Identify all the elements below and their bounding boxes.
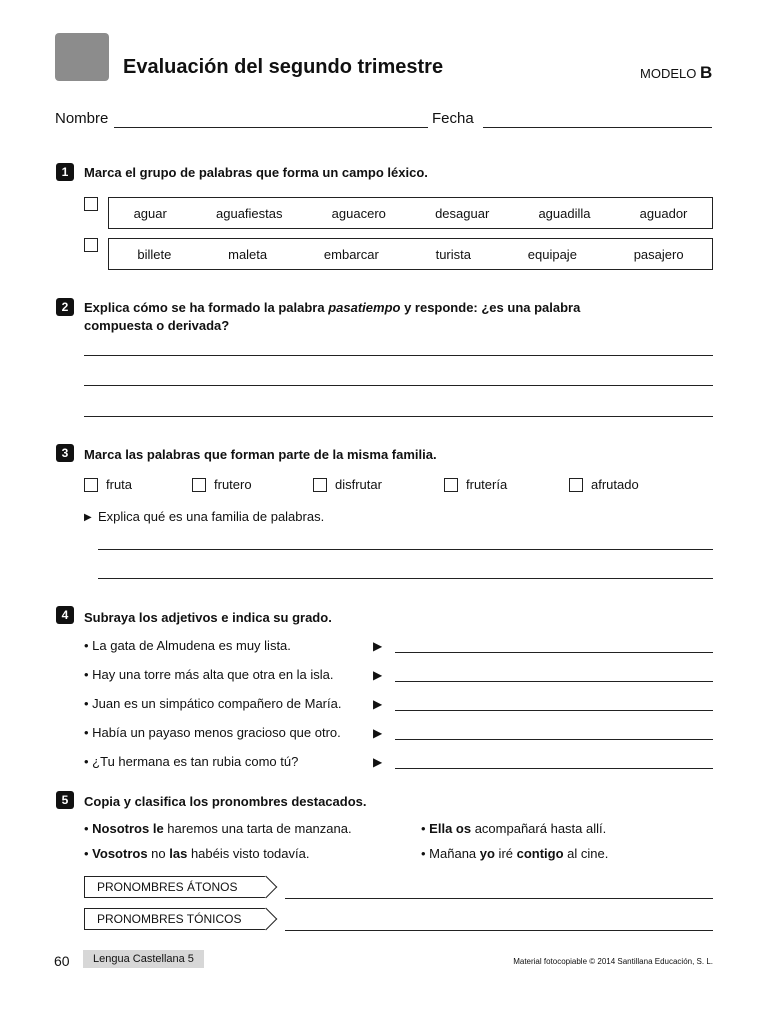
word: aguador bbox=[639, 205, 688, 221]
q3-option-frutero[interactable] bbox=[192, 477, 252, 492]
question-number-1: 1 bbox=[56, 163, 74, 181]
highlight: yo bbox=[479, 846, 495, 861]
triangle-arrow-icon: ▶ bbox=[373, 755, 383, 769]
text: no bbox=[147, 846, 170, 861]
checkbox[interactable] bbox=[84, 478, 98, 492]
highlight: contigo bbox=[516, 846, 564, 861]
answer-line[interactable] bbox=[98, 549, 713, 550]
question-5-text: Copia y clasifica los pronombres destacados. bbox=[84, 794, 367, 809]
checkbox[interactable] bbox=[569, 478, 583, 492]
bullet: • bbox=[421, 821, 430, 836]
arrow-bullet-icon: ▶ bbox=[84, 512, 92, 523]
q3-option-afrutado[interactable] bbox=[569, 477, 639, 492]
word: turista bbox=[435, 246, 471, 262]
q4-item: • Había un payaso menos gracioso que otro. bbox=[84, 725, 341, 740]
word: equipaje bbox=[527, 246, 577, 262]
word: billete bbox=[137, 246, 172, 262]
answer-line[interactable] bbox=[98, 578, 713, 579]
q4-item: • ¿Tu hermana es tan rubia como tú? bbox=[84, 754, 299, 769]
text: iré bbox=[494, 846, 517, 861]
checkbox[interactable] bbox=[192, 478, 206, 492]
text: Mañana bbox=[429, 846, 480, 861]
option-label: fruta bbox=[106, 477, 133, 492]
copyright-notice: Material fotocopiable © 2014 Santillana Educación, S. L. bbox=[513, 957, 713, 966]
question-4-text: Subraya los adjetivos e indica su grado. bbox=[84, 610, 332, 625]
highlight: Ella os bbox=[429, 821, 472, 836]
q3-option-fruta[interactable] bbox=[84, 477, 132, 492]
highlight: Vosotros bbox=[92, 846, 148, 861]
q3-option-fruteria[interactable] bbox=[444, 477, 507, 492]
q5-sentence-4 bbox=[421, 846, 608, 861]
q5-sentence-1 bbox=[84, 821, 352, 836]
q5-sentence-3 bbox=[421, 821, 606, 836]
fecha-label: Fecha bbox=[432, 110, 474, 127]
answer-line[interactable] bbox=[395, 768, 713, 769]
answer-line[interactable] bbox=[395, 681, 713, 682]
question-number-5: 5 bbox=[56, 791, 74, 809]
q2-text-after: y responde: ¿es una palabra bbox=[400, 300, 581, 315]
q1-word-box-2 bbox=[108, 238, 713, 270]
option-label: afrutado bbox=[591, 477, 639, 492]
word: maleta bbox=[228, 246, 268, 262]
tag-pronombres-tonicos: PRONOMBRES TÓNICOS bbox=[84, 908, 266, 930]
nombre-line[interactable] bbox=[114, 127, 428, 128]
question-number-3: 3 bbox=[56, 444, 74, 462]
triangle-arrow-icon: ▶ bbox=[373, 697, 383, 711]
modelo-letter: B bbox=[699, 63, 713, 82]
q3-option-disfrutar[interactable] bbox=[313, 477, 382, 492]
triangle-arrow-icon: ▶ bbox=[373, 726, 383, 740]
question-1-text: Marca el grupo de palabras que forma un campo léxico. bbox=[84, 165, 428, 180]
checkbox[interactable] bbox=[444, 478, 458, 492]
fecha-line[interactable] bbox=[483, 127, 712, 128]
answer-line[interactable] bbox=[395, 710, 713, 711]
answer-line[interactable] bbox=[395, 739, 713, 740]
word: aguar bbox=[133, 205, 167, 221]
page-title: Evaluación del segundo trimestre bbox=[123, 56, 444, 78]
tag-pronombres-atonos: PRONOMBRES ÁTONOS bbox=[84, 876, 266, 898]
text: acompañará hasta allí. bbox=[471, 821, 607, 836]
q1-checkbox-2[interactable] bbox=[84, 238, 98, 252]
answer-line[interactable] bbox=[285, 898, 713, 899]
answer-line[interactable] bbox=[84, 355, 713, 356]
modelo-label bbox=[640, 63, 712, 83]
triangle-arrow-icon: ▶ bbox=[373, 639, 383, 653]
word: aguafiestas bbox=[216, 205, 283, 221]
text: habéis visto todavía. bbox=[187, 846, 310, 861]
option-label: frutero bbox=[214, 477, 252, 492]
page-number: 60 bbox=[54, 953, 70, 969]
checkbox[interactable] bbox=[313, 478, 327, 492]
nombre-label: Nombre bbox=[55, 110, 109, 127]
text: haremos una tarta de manzana. bbox=[163, 821, 352, 836]
book-title-tab: Lengua Castellana 5 bbox=[83, 950, 204, 968]
word: aguadilla bbox=[538, 205, 591, 221]
header-grey-block bbox=[55, 33, 109, 81]
option-label: frutería bbox=[466, 477, 508, 492]
answer-line[interactable] bbox=[285, 930, 713, 931]
question-number-2: 2 bbox=[56, 298, 74, 316]
q3-sub-question: Explica qué es una familia de palabras. bbox=[98, 509, 325, 524]
highlight: Nosotros le bbox=[92, 821, 164, 836]
text: al cine. bbox=[563, 846, 609, 861]
q5-sentence-2 bbox=[84, 846, 309, 861]
question-2-text bbox=[84, 299, 714, 335]
bullet: • bbox=[84, 821, 93, 836]
triangle-arrow-icon: ▶ bbox=[373, 668, 383, 682]
q4-item: • La gata de Almudena es muy lista. bbox=[84, 638, 291, 653]
modelo-text: MODELO bbox=[640, 66, 697, 81]
answer-line[interactable] bbox=[84, 385, 713, 386]
q4-item: • Juan es un simpático compañero de María. bbox=[84, 696, 342, 711]
bullet: • bbox=[84, 846, 93, 861]
answer-line[interactable] bbox=[84, 416, 713, 417]
q2-text-before: Explica cómo se ha formado la palabra bbox=[84, 300, 329, 315]
question-number-4: 4 bbox=[56, 606, 74, 624]
word: desaguar bbox=[435, 205, 490, 221]
bullet: • bbox=[421, 846, 430, 861]
highlight: las bbox=[169, 846, 188, 861]
q2-word: pasatiempo bbox=[328, 300, 401, 315]
q2-text-line2: compuesta o derivada? bbox=[84, 318, 230, 333]
q1-word-box-1 bbox=[108, 197, 713, 229]
word: aguacero bbox=[331, 205, 386, 221]
q4-item: • Hay una torre más alta que otra en la isla. bbox=[84, 667, 334, 682]
option-label: disfrutar bbox=[335, 477, 382, 492]
question-3-text: Marca las palabras que forman parte de la misma familia. bbox=[84, 447, 437, 462]
word: pasajero bbox=[633, 246, 684, 262]
word: embarcar bbox=[323, 246, 379, 262]
q1-checkbox-1[interactable] bbox=[84, 197, 98, 211]
answer-line[interactable] bbox=[395, 652, 713, 653]
